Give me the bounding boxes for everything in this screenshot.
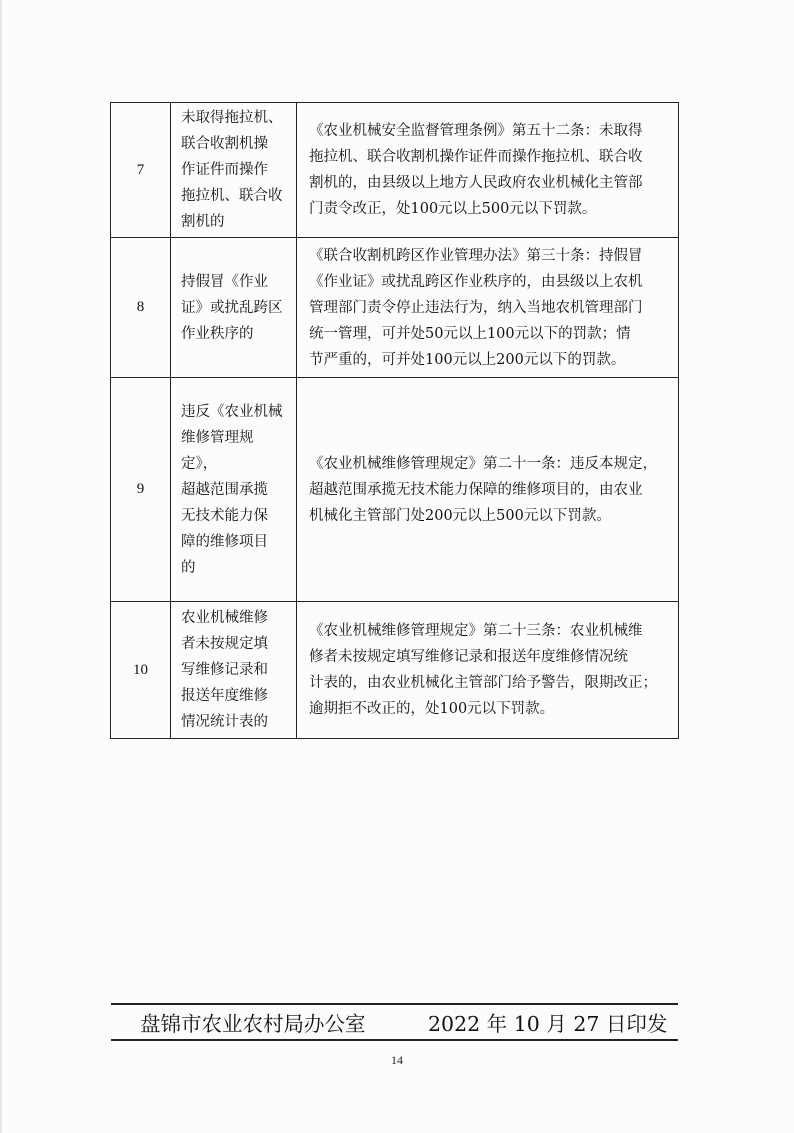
violation-line: 未取得拖拉机、: [181, 110, 283, 126]
row-number: 8: [111, 238, 171, 378]
basis-line: 逾期拒不改正的，处100元以下罚款。: [309, 701, 555, 717]
page-left-edge: [0, 0, 2, 1133]
violation-line: 作证件而操作: [181, 162, 268, 178]
footer-bottom-rule: [111, 1039, 678, 1041]
footer-top-rule: [111, 1003, 678, 1005]
violation-line: 报送年度维修: [181, 688, 268, 704]
page-number: 14: [391, 1053, 403, 1067]
legal-basis-cell: [297, 378, 679, 602]
violation-line: 联合收割机操: [181, 136, 268, 152]
issuing-organization: 盘锦市农业农村局办公室: [140, 1012, 366, 1036]
violation-line: 作业秩序的: [181, 325, 254, 342]
violation-cell: [171, 238, 297, 378]
row-number: 7: [111, 103, 171, 238]
basis-line: 《作业证》或扰乱跨区作业秩序的，由县级以上农机: [309, 273, 643, 290]
violation-line: 农业机械维修: [181, 610, 268, 626]
basis-line: 统一管理，可并处50元以上100元以下的罚款；情: [309, 325, 631, 342]
violation-line: 写维修记录和: [181, 662, 268, 678]
basis-line: 门责令改正，处100元以上500元以下罚款。: [309, 201, 597, 217]
issue-date: 2022 年 10 月 27 日印发: [428, 1012, 668, 1036]
row-number: 9: [111, 378, 171, 602]
violation-line: 维修管理规定》，: [181, 429, 254, 472]
basis-line: 《农业机械安全监督管理条例》第五十二条：未取得: [309, 123, 643, 139]
basis-line: 《联合收割机跨区作业管理办法》第三十条：持假冒: [309, 247, 643, 264]
table-row: [111, 103, 679, 238]
violation-line: 无技术能力保: [181, 507, 268, 524]
basis-line: 机械化主管部门处200元以上500元以下罚款。: [309, 507, 611, 524]
violation-line: 拖拉机、联合收: [181, 188, 283, 204]
row-number: 10: [111, 602, 171, 739]
legal-basis-cell: [297, 602, 679, 739]
violation-line: 障的维修项目: [181, 533, 268, 550]
violation-line: 的: [181, 559, 196, 576]
legal-basis-cell: [297, 238, 679, 378]
table-row: [111, 238, 679, 378]
table-row: [111, 378, 679, 602]
basis-line: 《农业机械维修管理规定》第二十三条：农业机械维: [309, 623, 643, 639]
basis-line: 割机的，由县级以上地方人民政府农业机械化主管部: [309, 175, 643, 191]
violation-line: 者未按规定填: [181, 636, 268, 652]
violation-line: 割机的: [181, 214, 225, 230]
basis-line: 管理部门责令停止违法行为，纳入当地农机管理部门: [309, 299, 643, 316]
legal-basis-cell: [297, 103, 679, 238]
basis-line: 超越范围承揽无技术能力保障的维修项目的，由农业: [309, 481, 643, 498]
violation-line: 违反《农业机械: [181, 403, 283, 420]
basis-line: 节严重的，可并处100元以上200元以下的罚款。: [309, 351, 626, 368]
violation-cell: [171, 378, 297, 602]
basis-line: 《农业机械维修管理规定》第二十一条：违反本规定，: [309, 455, 657, 472]
violation-cell: [171, 103, 297, 238]
penalty-table: [110, 102, 679, 739]
table-row: [111, 602, 679, 739]
violation-line: 超越范围承揽: [181, 481, 268, 498]
violation-cell: [171, 602, 297, 739]
violation-line: 证》或扰乱跨区: [181, 299, 283, 316]
violation-line: 情况统计表的: [181, 714, 268, 730]
basis-line: 计表的，由农业机械化主管部门给予警告，限期改正；: [309, 675, 657, 691]
basis-line: 修者未按规定填写维修记录和报送年度维修情况统: [309, 649, 628, 665]
violation-line: 持假冒《作业: [181, 273, 268, 290]
basis-line: 拖拉机、联合收割机操作证件而操作拖拉机、联合收: [309, 149, 643, 165]
